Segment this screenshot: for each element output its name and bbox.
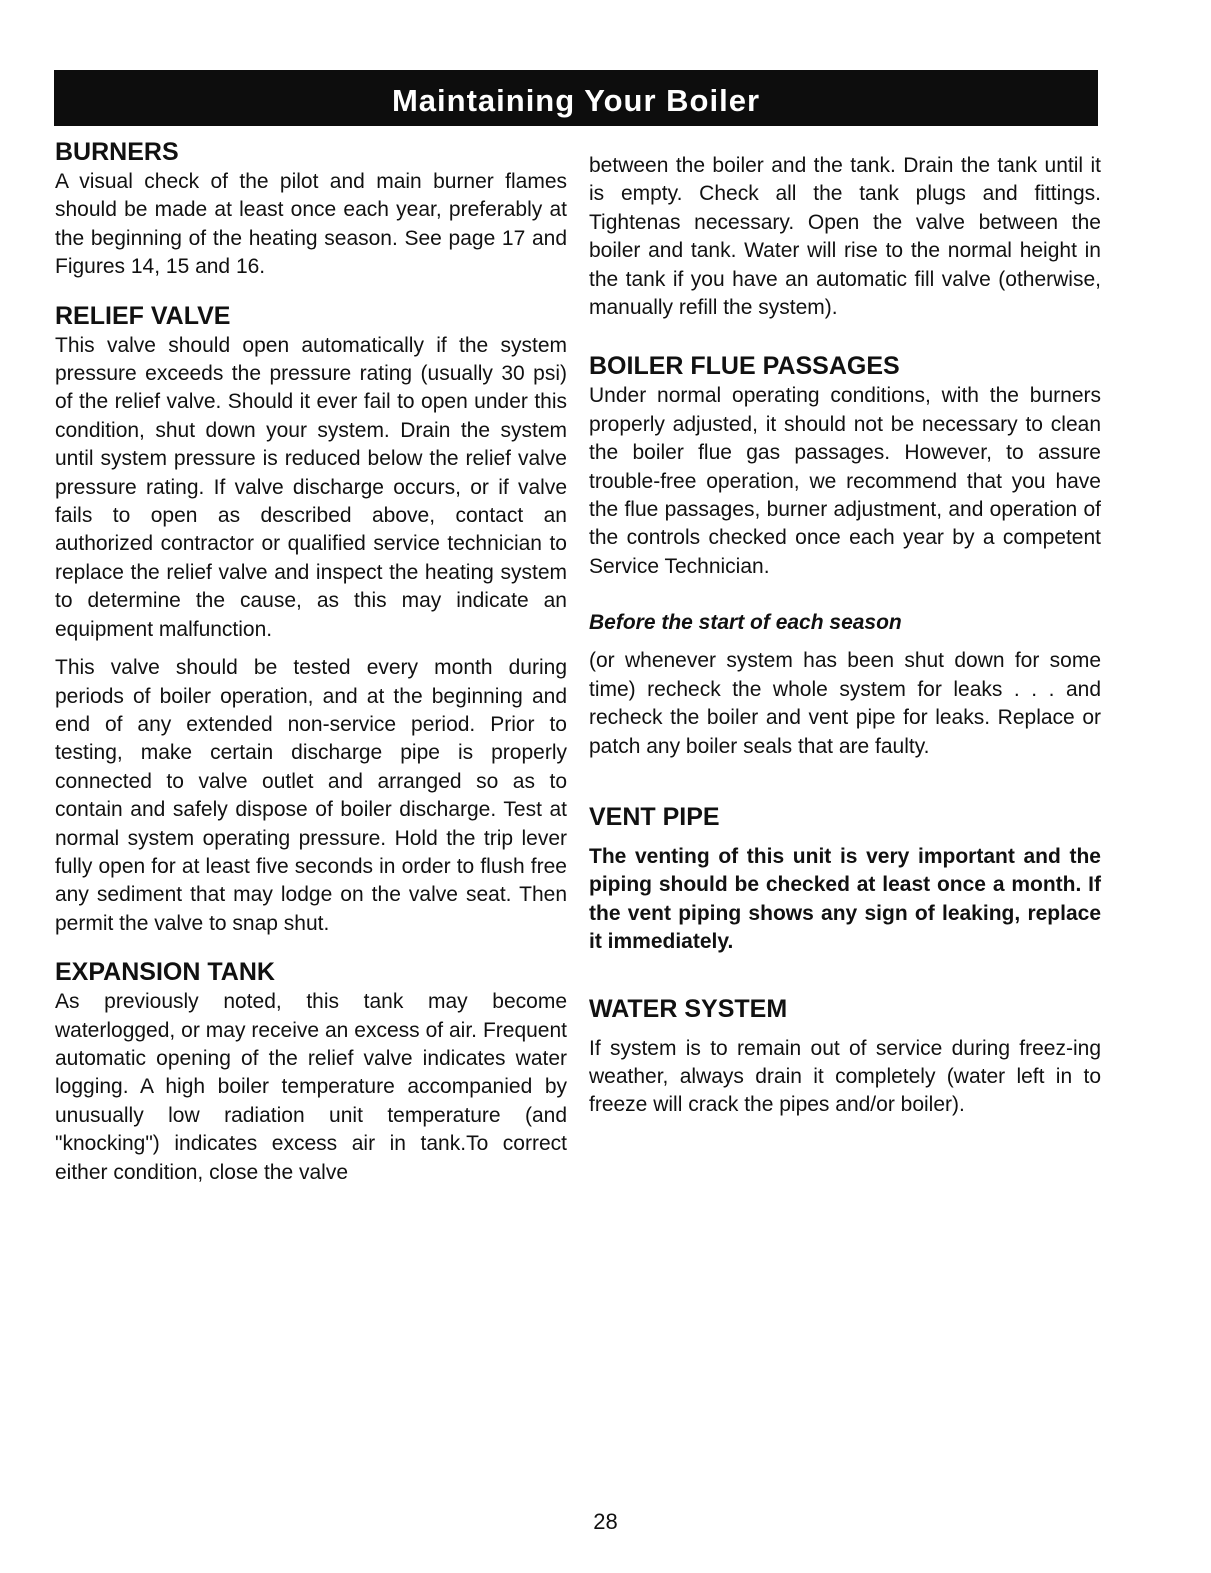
relief-valve-text-2: This valve should be tested every month during periods of boiler operation, and at the beginning and end of any extended non-service period. Prior to testing, make certain discharge pipe is properly connected to valve outlet and arranged so as to contain and safely dispose of boiler discharge. Test at normal system operating pressure. Hold the trip lever fully open for at least five seconds in order to flush free any sediment that may lodge on the valve seat. Then permit the valve to snap shut. — [55, 656, 567, 935]
left-column — [55, 136, 567, 1187]
flue-passages-heading: BOILER FLUE PASSAGES — [589, 352, 900, 381]
season-check-text: (or whenever system has been shut down for some time) recheck the whole system for leaks . . . and recheck the boiler and vent pipe for leaks. Replace or patch any boiler seals that are faulty. — [589, 649, 1101, 758]
water-system-text: If system is to remain out of service during freez-ing weather, always drain it completely (water left in to freeze will crack the pipes and/or boiler). — [589, 1036, 1101, 1117]
relief-valve-section — [55, 300, 567, 939]
water-system-heading: WATER SYSTEM — [589, 994, 788, 1023]
vent-pipe-heading: VENT PIPE — [589, 802, 720, 831]
season-check-section — [589, 609, 1101, 761]
burners-heading: BURNERS — [55, 138, 179, 166]
flue-passages-section — [589, 350, 1101, 581]
flue-passages-text: Under normal operating conditions, with the burners properly adjusted, it should not be necessary to clean the boiler flue gas passages. However, to assure trouble-free operation, we recommend that you have the flue passages, burner adjustment, and operation of the controls checked once each year by a competent Service Technician. — [589, 384, 1101, 578]
expansion-tank-heading: EXPANSION TANK — [55, 958, 275, 987]
page-number: 28 — [593, 1509, 618, 1534]
expansion-tank-section — [55, 956, 567, 1187]
relief-valve-text-1: This valve should open automatically if the system pressure exceeds the pressure rating (usually 30 psi) of the relief valve. Should it ever fail to open under this condition, shut down your system. Drain the system until system pressure is reduced below the relief valve pressure rating. If valve discharge occurs, or if valve fails to open as described above, contact an authorized contractor or qualified service technician to replace the relief valve and inspect the heating system to determine the cause, as this may indicate an equipment malfunction. — [55, 333, 567, 641]
expansion-tank-text: As previously noted, this tank may become waterlogged, or may receive an excess of air. Frequent automatic opening of the relief valve indicates water logging. A high boiler temperature accompanied by unusually low radiation unit temperature (and "knocking") indicates excess air in tank.To correct either condition, close the valve — [55, 990, 567, 1184]
relief-valve-heading: RELIEF VALVE — [55, 301, 231, 330]
vent-pipe-text: The venting of this unit is very important and the piping should be checked at least once a month. If the vent piping shows any sign of leaking, replace it immediately. — [589, 844, 1101, 954]
page-title-banner: Maintaining Your Boiler — [54, 70, 1098, 126]
vent-pipe-section — [589, 801, 1101, 957]
expansion-tank-continuation: between the boiler and the tank. Drain the tank until it is empty. Check all the tank plugs and fittings. Tightenas necessary. Open the valve between the boiler and tank. Water will rise to the normal height in the tank if you have an automatic fill valve (otherwise, manually refill the system). — [589, 154, 1101, 320]
water-system-section — [589, 993, 1101, 1120]
season-check-heading: Before the start of each season — [589, 611, 902, 635]
burners-section — [55, 136, 567, 282]
right-column — [589, 152, 1101, 1120]
burners-text: A visual check of the pilot and main burner flames should be made at least once each year, preferably at the beginning of the heating season. See page 17 and Figures 14, 15 and 16. — [55, 170, 567, 279]
